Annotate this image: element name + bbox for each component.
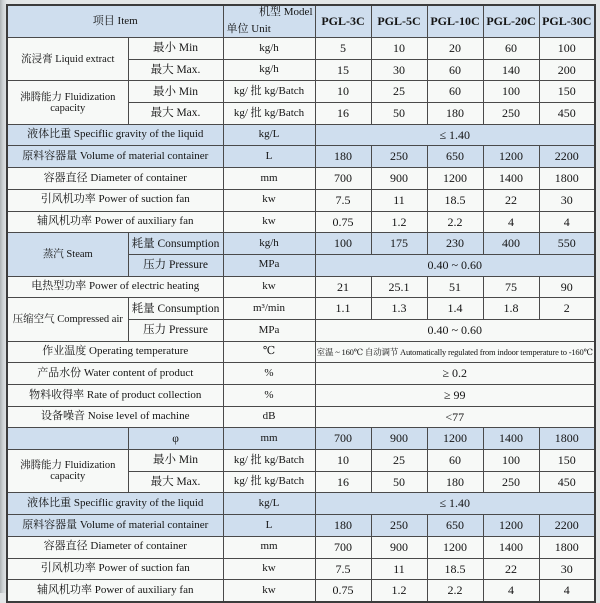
value-cell: 25 (371, 81, 427, 103)
value-cell: 100 (483, 450, 539, 472)
value-cell: 11 (371, 558, 427, 580)
row-label: 容器直径 Diameter of container (7, 536, 223, 558)
value-cell: 25.1 (371, 276, 427, 298)
value-cell: 1400 (483, 428, 539, 450)
value-cell: 30 (539, 558, 595, 580)
unit-cell: L (223, 146, 315, 168)
table-row (7, 558, 595, 580)
value-cell: 1.2 (371, 580, 427, 602)
value-cell: 650 (427, 515, 483, 537)
value-cell: 22 (483, 189, 539, 211)
value-cell: 10 (315, 450, 371, 472)
value-cell: 5 (315, 38, 371, 60)
row-label: 引风机功率 Power of suction fan (7, 558, 223, 580)
row-label: 物料收得率 Rate of product collection (7, 385, 223, 407)
table-row (7, 124, 595, 146)
table-row (7, 341, 595, 363)
value-cell: 150 (539, 450, 595, 472)
value-cell: 60 (427, 81, 483, 103)
row-sub-label: 最大 Max. (128, 471, 223, 493)
value-cell: 90 (539, 276, 595, 298)
span-value-cell: ≤ 1.40 (315, 124, 595, 146)
value-cell: 100 (315, 233, 371, 255)
table-row (7, 233, 595, 255)
value-cell: 20 (427, 38, 483, 60)
value-cell: 18.5 (427, 189, 483, 211)
row-label: 液体比重 Speciflic gravity of the liquid (7, 493, 223, 515)
value-cell: 180 (315, 146, 371, 168)
value-cell: 51 (427, 276, 483, 298)
row-sub-label: 最小 Min (128, 38, 223, 60)
value-cell: 1.4 (427, 298, 483, 320)
item-header-cell: 项目 Item (7, 5, 223, 38)
table-row (7, 363, 595, 385)
table-row (7, 428, 595, 450)
unit-cell: dB (223, 406, 315, 428)
value-cell: 1200 (483, 146, 539, 168)
value-cell: 650 (427, 146, 483, 168)
row-label: 原料容器量 Volume of material container (7, 146, 223, 168)
value-cell: 700 (315, 536, 371, 558)
value-cell: 700 (315, 428, 371, 450)
value-cell: 4 (539, 211, 595, 233)
table-row (7, 189, 595, 211)
unit-cell: kw (223, 276, 315, 298)
value-cell: 1.3 (371, 298, 427, 320)
row-label: 辅风机功率 Power of auxiliary fan (7, 580, 223, 602)
value-cell: 2200 (539, 146, 595, 168)
row-label: 设备噪音 Noise level of machine (7, 406, 223, 428)
value-cell: 1.2 (371, 211, 427, 233)
value-cell: 7.5 (315, 558, 371, 580)
unit-cell: MPa (223, 319, 315, 341)
table-row (7, 515, 595, 537)
row-group-label: 蒸汽 Steam (7, 233, 128, 276)
row-label: 辅风机功率 Power of auxiliary fan (7, 211, 223, 233)
value-cell: 1200 (427, 168, 483, 190)
value-cell: 75 (483, 276, 539, 298)
value-cell: 60 (427, 59, 483, 81)
value-cell: 16 (315, 471, 371, 493)
model-column-header: PGL-10C (427, 5, 483, 38)
span-value-cell: <77 (315, 406, 595, 428)
value-cell: 700 (315, 168, 371, 190)
unit-cell: kw (223, 558, 315, 580)
unit-cell: L (223, 515, 315, 537)
value-cell: 15 (315, 59, 371, 81)
unit-cell: mm (223, 536, 315, 558)
value-cell: 1200 (483, 515, 539, 537)
value-cell: 180 (427, 103, 483, 125)
value-cell: 140 (483, 59, 539, 81)
empty-cell (7, 428, 128, 450)
row-label: 产品水份 Water content of product (7, 363, 223, 385)
row-label: 引风机功率 Power of suction fan (7, 189, 223, 211)
table-row (7, 81, 595, 103)
value-cell: 60 (483, 38, 539, 60)
value-cell: 200 (539, 59, 595, 81)
value-cell: 0.75 (315, 580, 371, 602)
unit-cell: kg/ 批 kg/Batch (223, 450, 315, 472)
value-cell: 1800 (539, 536, 595, 558)
table-row (7, 276, 595, 298)
row-sub-label: 最大 Max. (128, 103, 223, 125)
value-cell: 450 (539, 471, 595, 493)
unit-cell: % (223, 363, 315, 385)
table-row (7, 450, 595, 472)
value-cell: 10 (315, 81, 371, 103)
value-cell: 1400 (483, 536, 539, 558)
value-cell: 25 (371, 450, 427, 472)
row-label: 容器直径 Diameter of container (7, 168, 223, 190)
table-row (7, 536, 595, 558)
value-cell: 30 (371, 59, 427, 81)
value-cell: 900 (371, 536, 427, 558)
row-group-label: 压缩空气 Compressed air (7, 298, 128, 341)
row-sub-label: 最大 Max. (128, 59, 223, 81)
value-cell: 11 (371, 189, 427, 211)
value-cell: 230 (427, 233, 483, 255)
span-value-cell: 室温 ~ 160℃ 自动调节 Automatically regulated from indoor temperature to -160℃ (315, 341, 595, 363)
value-cell: 2 (539, 298, 595, 320)
value-cell: 250 (483, 471, 539, 493)
span-value-cell: ≥ 99 (315, 385, 595, 407)
unit-cell: kg/h (223, 38, 315, 60)
value-cell: 1200 (427, 536, 483, 558)
value-cell: 450 (539, 103, 595, 125)
span-value-cell: 0.40 ~ 0.60 (315, 254, 595, 276)
unit-cell: m³/min (223, 298, 315, 320)
value-cell: 30 (539, 189, 595, 211)
unit-header-label: 单位 Unit (226, 23, 271, 36)
model-column-header: PGL-30C (539, 5, 595, 38)
table-row (7, 580, 595, 602)
row-label: 电热型功率 Power of electric heating (7, 276, 223, 298)
value-cell: 2.2 (427, 211, 483, 233)
table-row (7, 298, 595, 320)
value-cell: 16 (315, 103, 371, 125)
row-sub-label: 最小 Min (128, 81, 223, 103)
value-cell: 250 (371, 515, 427, 537)
span-value-cell: 0.40 ~ 0.60 (315, 319, 595, 341)
row-sub-label: 压力 Pressure (128, 254, 223, 276)
value-cell: 22 (483, 558, 539, 580)
spec-table (6, 4, 596, 603)
unit-cell: kw (223, 211, 315, 233)
value-cell: 900 (371, 168, 427, 190)
value-cell: 1.1 (315, 298, 371, 320)
value-cell: 1800 (539, 168, 595, 190)
value-cell: 900 (371, 428, 427, 450)
value-cell: 4 (483, 580, 539, 602)
value-cell: 1.8 (483, 298, 539, 320)
value-cell: 1400 (483, 168, 539, 190)
unit-cell: kw (223, 580, 315, 602)
value-cell: 180 (315, 515, 371, 537)
row-label: 作业温度 Operating temperature (7, 341, 223, 363)
value-cell: 2.2 (427, 580, 483, 602)
value-cell: 4 (539, 580, 595, 602)
value-cell: 1800 (539, 428, 595, 450)
model-unit-header-cell (223, 5, 315, 38)
unit-cell: kg/ 批 kg/Batch (223, 81, 315, 103)
value-cell: 250 (483, 103, 539, 125)
value-cell: 400 (483, 233, 539, 255)
unit-cell: kg/L (223, 493, 315, 515)
model-column-header: PGL-20C (483, 5, 539, 38)
value-cell: 50 (371, 471, 427, 493)
table-row (7, 38, 595, 60)
model-column-header: PGL-5C (371, 5, 427, 38)
unit-cell: kg/ 批 kg/Batch (223, 471, 315, 493)
unit-cell: % (223, 385, 315, 407)
row-sub-label: 压力 Pressure (128, 319, 223, 341)
table-row (7, 493, 595, 515)
model-column-header: PGL-3C (315, 5, 371, 38)
value-cell: 1200 (427, 428, 483, 450)
table-row (7, 385, 595, 407)
unit-cell: mm (223, 428, 315, 450)
row-label: 原料容器量 Volume of material container (7, 515, 223, 537)
value-cell: 2200 (539, 515, 595, 537)
row-group-label: 沸腾能力 Fluidization capacity (7, 81, 128, 124)
row-sub-label: 最小 Min (128, 450, 223, 472)
unit-cell: mm (223, 168, 315, 190)
header-row (7, 5, 595, 38)
unit-cell: MPa (223, 254, 315, 276)
span-value-cell: ≥ 0.2 (315, 363, 595, 385)
value-cell: 60 (427, 450, 483, 472)
row-sub-label: 耗量 Consumption (128, 233, 223, 255)
row-group-label: 流浸膏 Liquid extract (7, 38, 128, 81)
span-value-cell: ≤ 1.40 (315, 493, 595, 515)
table-row (7, 168, 595, 190)
value-cell: 0.75 (315, 211, 371, 233)
value-cell: 250 (371, 146, 427, 168)
value-cell: 550 (539, 233, 595, 255)
table-row (7, 211, 595, 233)
table-row (7, 146, 595, 168)
value-cell: 10 (371, 38, 427, 60)
unit-cell: kw (223, 189, 315, 211)
value-cell: 50 (371, 103, 427, 125)
unit-cell: ℃ (223, 341, 315, 363)
value-cell: 100 (483, 81, 539, 103)
value-cell: 18.5 (427, 558, 483, 580)
value-cell: 175 (371, 233, 427, 255)
diameter-symbol-cell: φ (128, 428, 223, 450)
value-cell: 7.5 (315, 189, 371, 211)
model-header-label: 机型 Model (259, 6, 313, 18)
row-label: 液体比重 Speciflic gravity of the liquid (7, 124, 223, 146)
row-group-label: 沸腾能力 Fluidization capacity (7, 450, 128, 493)
value-cell: 21 (315, 276, 371, 298)
value-cell: 4 (483, 211, 539, 233)
value-cell: 100 (539, 38, 595, 60)
unit-cell: kg/h (223, 233, 315, 255)
unit-cell: kg/ 批 kg/Batch (223, 103, 315, 125)
unit-cell: kg/h (223, 59, 315, 81)
row-sub-label: 耗量 Consumption (128, 298, 223, 320)
value-cell: 180 (427, 471, 483, 493)
value-cell: 150 (539, 81, 595, 103)
table-row (7, 406, 595, 428)
unit-cell: kg/L (223, 124, 315, 146)
